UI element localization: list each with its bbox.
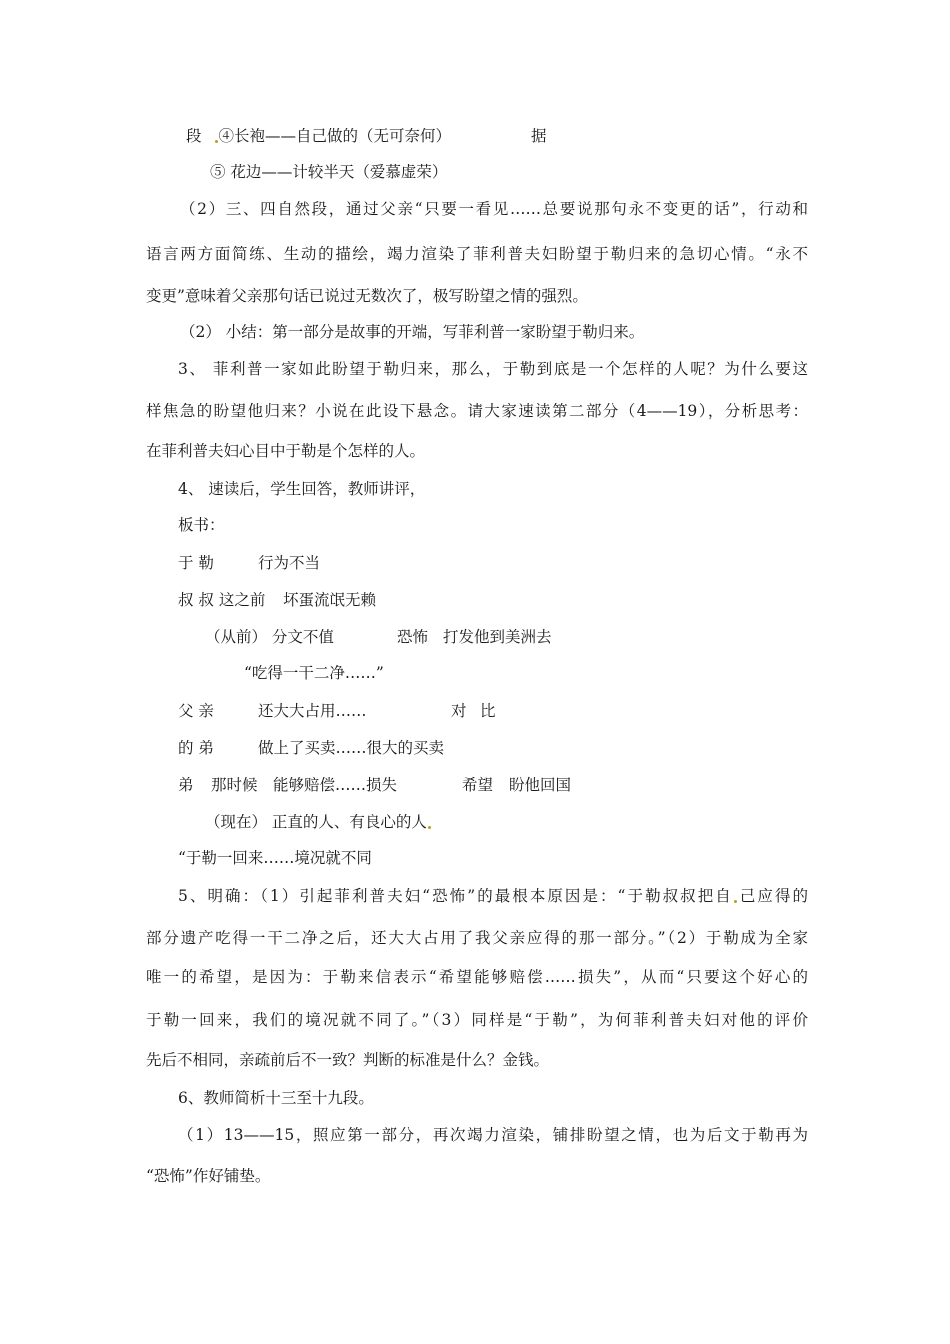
paragraph-line — [178, 886, 808, 906]
board-text: 那时候 — [211, 776, 258, 794]
board-text: （从前） 分文不值 — [205, 628, 334, 646]
board-text: 比 — [480, 702, 496, 720]
board-text — [205, 812, 432, 832]
board-text: 行为不当 — [258, 554, 321, 572]
board-text: 弟 — [178, 776, 194, 794]
board-text: 打发他到美洲去 — [443, 628, 552, 646]
text-line-1 — [186, 126, 451, 146]
board-text: 希望 — [462, 776, 494, 794]
paragraph-line: 3、 菲利普一家如此盼望于勒归来，那么，于勒到底是一个怎样的人呢？为什么要这 — [178, 360, 808, 378]
paragraph-line: 部分遗产吃得一干二净之后，还大大占用了我父亲应得的那一部分。”（2）于勒成为全家 — [146, 929, 808, 947]
paragraph-line: 6、教师简析十三至十九段。 — [178, 1089, 374, 1107]
paragraph-line: （1）13——15，照应第一部分，再次竭力渲染，铺排盼望之情，也为后文于勒再为 — [178, 1126, 808, 1144]
paragraph-line: 语言两方面简练、生动的描绘，竭力渲染了菲利普夫妇盼望于勒归来的急切心情。“永不 — [146, 245, 808, 263]
board-text: 于 勒 — [178, 554, 214, 572]
board-text: 的 弟 — [178, 739, 214, 757]
paragraph-line: 变更”意味着父亲那句话已说过无数次了，极写盼望之情的强烈。 — [146, 287, 588, 305]
text-line-2: ⑤ 花边——计较半天（爱慕虚荣） — [210, 163, 448, 181]
board-text: 父 亲 — [178, 702, 214, 720]
paragraph-line: 在菲利普夫妇心目中于勒是个怎样的人。 — [146, 442, 426, 460]
text-segment: （现在） 正直的人、有良心的人 — [205, 813, 427, 831]
paragraph-line: 板书： — [178, 516, 225, 534]
board-text: 叔 叔 这之前 — [178, 591, 266, 609]
bullet-dot-icon — [215, 140, 218, 143]
paragraph-line: 先后不相同，亲疏前后不一致？判断的标准是什么？金钱。 — [146, 1051, 550, 1069]
paragraph-line: “恐怖”作好铺垫。 — [146, 1167, 271, 1185]
board-text: 对 — [451, 702, 467, 720]
text-segment: 己应得的 — [737, 887, 808, 905]
board-text: 坏蛋流氓无赖 — [283, 591, 377, 609]
board-text: “吃得一干二净……” — [244, 664, 384, 682]
board-text: 盼他回国 — [509, 776, 572, 794]
paragraph-line: 唯一的希望，是因为：于勒来信表示“希望能够赔偿……损失”，从而“只要这个好心的 — [146, 968, 808, 986]
text-segment: 据 — [531, 127, 547, 145]
board-text: 做上了买卖……很大的买卖 — [258, 739, 445, 757]
bullet-dot-icon — [734, 900, 737, 903]
bullet-dot-icon — [428, 826, 431, 829]
text-segment: 段 — [186, 127, 202, 145]
board-text: 恐怖 — [397, 628, 429, 646]
text-segment: 5、明确：（1）引起菲利普夫妇“恐怖”的最根本原因是：“于勒叔叔把自 — [178, 887, 733, 905]
board-text: 还大大占用…… — [258, 702, 367, 720]
paragraph-line: 样焦急的盼望他归来？小说在此设下悬念。请大家速读第二部分（4——19），分析思考： — [146, 402, 808, 420]
paragraph-line: 4、 速读后，学生回答，教师讲评， — [178, 480, 426, 498]
board-text: 能够赔偿……损失 — [273, 776, 398, 794]
paragraph-line: 于勒一回来，我们的境况就不同了。”（3）同样是“于勒”，为何菲利普夫妇对他的评价 — [146, 1011, 808, 1029]
paragraph-line: （2） 小结：第一部分是故事的开端，写菲利普一家盼望于勒归来。 — [180, 323, 645, 341]
paragraph-line: （2）三、四自然段，通过父亲“只要一看见……总要说那句永不变更的话”，行动和 — [180, 200, 808, 218]
board-text: “于勒一回来……境况就不同 — [178, 849, 372, 867]
text-segment: ④长袍——自己做的（无可奈何） — [218, 127, 452, 145]
